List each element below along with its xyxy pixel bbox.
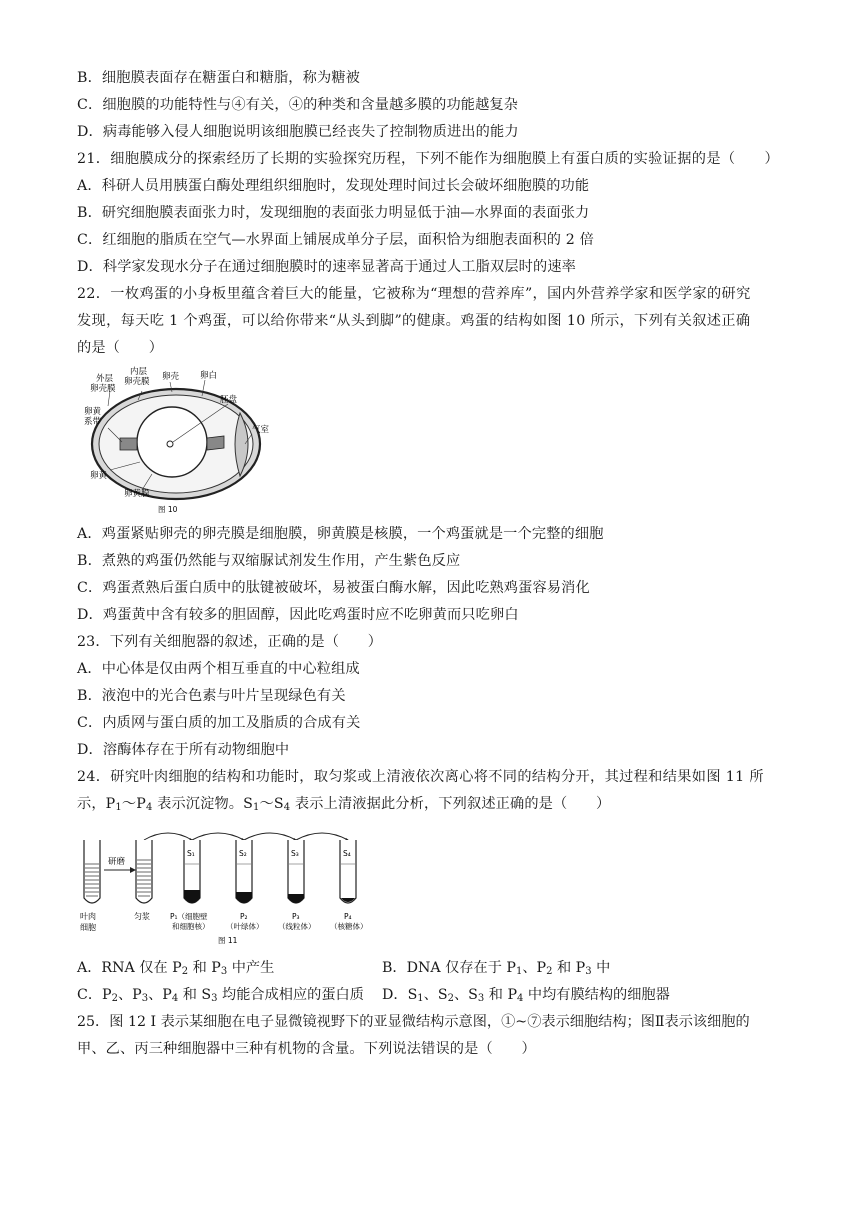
label-inner-membrane-2: 卵壳膜 [124, 377, 150, 387]
q21-option-b: B．研究细胞膜表面张力时，发现细胞的表面张力明显低于油—水界面的表面张力 [77, 205, 590, 221]
subscript: 4 [145, 802, 153, 813]
chalaza-right [207, 436, 224, 450]
label-grind: 研磨 [108, 857, 126, 867]
label-chalaza-2: 系带 [84, 417, 102, 427]
q22-option-b: B．煮熟的鸡蛋仍然能与双缩脲试剂发生作用，产生紫色反应 [77, 553, 461, 569]
subscript: 4 [283, 802, 291, 813]
q23-option-c: C．内质网与蛋白质的加工及脂质的合成有关 [77, 715, 361, 731]
q24-stem-text: 表示上清液据此分析，下列叙述正确的是（ ） [290, 796, 611, 812]
q22-option-d: D．鸡蛋黄中含有较多的胆固醇，因此吃鸡蛋时应不吃卵黄而只吃卵白 [77, 607, 519, 623]
q23-stem: 23．下列有关细胞器的叙述，正确的是（ ） [77, 634, 383, 650]
test-tube-s3 [288, 840, 304, 903]
q21-stem: 21．细胞膜成分的探索经历了长期的实验探究历程，下列不能作为细胞膜上有蛋白质的实验证据的是（ ） [77, 151, 780, 167]
label-yolk-membrane: 卵黄膜 [124, 489, 150, 499]
label-inner-membrane-1: 内层 [130, 367, 148, 377]
q22-option-a: A．鸡蛋紧贴卵壳的卵壳膜是细胞膜，卵黄膜是核膜，一个鸡蛋就是一个完整的细胞 [77, 526, 604, 542]
q23-option-d: D．溶酶体存在于所有动物细胞中 [77, 742, 290, 758]
q24-option-a: A．RNA 仅在 $P_2$ 和 $P_3$ 中产生 [77, 960, 275, 977]
q24-option-c: C．$P_2$、$P_3$、$P_4$ 和 $S_3$ 均能合成相应的蛋白质 [77, 987, 364, 1004]
label-s4: S₄ [343, 849, 351, 858]
q21-option-d: D．科学家发现水分子在通过细胞膜时的速率显著高于通过人工脂双层时的速率 [77, 259, 577, 275]
label-air-cell: 气室 [252, 425, 270, 435]
q22-stem-line2: 发现，每天吃 1 个鸡蛋，可以给你带来“从头到脚”的健康。鸡蛋的结构如图 10 所示，下列有关叙述正确 [77, 313, 751, 329]
label-chalaza-1: 卵黄 [84, 407, 102, 417]
q20-option-b: B．细胞膜表面存在糖蛋白和糖脂，称为糖被 [77, 70, 360, 86]
q21-option-c: C．红细胞的脂质在空气—水界面上铺展成单分子层，面积恰为细胞表面积的 2 倍 [77, 232, 594, 248]
q24-stem-text: 示，P [77, 796, 116, 812]
germinal-disc [167, 441, 173, 447]
test-tube-leaf-cells [84, 840, 100, 903]
q22-stem-line3: 的是（ ） [77, 340, 164, 356]
q20-option-c: C．细胞膜的功能特性与④有关，④的种类和含量越多膜的功能越复杂 [77, 97, 519, 113]
label-homogenate: 匀浆 [134, 912, 150, 921]
figure-10-egg-diagram [80, 366, 280, 514]
q24-stem-line2 [77, 794, 800, 814]
figure-10-caption: 图 10 [158, 505, 178, 514]
chalaza-left [120, 438, 137, 450]
q21-option-a: A．科研人员用胰蛋白酶处理组织细胞时，发现处理时间过长会破坏细胞膜的功能 [77, 178, 590, 194]
subscript: 1 [253, 802, 260, 813]
q22-stem-line1: 22．一枚鸡蛋的小身板里蕴含着巨大的能量，它被称为“理想的营养库”，国内外营养学家和医学家的研究 [77, 286, 751, 302]
label-outer-membrane-1: 外层 [96, 374, 114, 384]
q24-stem-text: ～P [121, 796, 146, 812]
label-p1-line2: 和细胞核） [172, 922, 210, 931]
label-p3-line1: P₃ [292, 912, 300, 921]
test-tube-homogenate [136, 840, 152, 903]
q23-option-b: B．液泡中的光合色素与叶片呈现绿色有关 [77, 688, 346, 704]
label-tube0-line2: 细胞 [80, 923, 96, 932]
transfer-arrow [192, 833, 244, 840]
transfer-arrow [296, 833, 348, 840]
q25-stem-line1: 25．图 12 Ⅰ 表示某细胞在电子显微镜视野下的亚显微结构示意图，①~⑦表示细胞结构；图Ⅱ表示该细胞的 [77, 1014, 750, 1030]
q24-stem-line1: 24．研究叶肉细胞的结构和功能时，取匀浆或上清液依次离心将不同的结构分开，其过程和结果如图 11 所 [77, 769, 764, 785]
q23-option-a: A．中心体是仅由两个相互垂直的中心粒组成 [77, 661, 360, 677]
q24-option-d: D．$S_1$、$S_2$、$S_3$ 和 $P_4$ 中均有膜结构的细胞器 [382, 987, 670, 1004]
label-p2-line2: （叶绿体） [226, 922, 264, 931]
label-p2-line1: P₂ [240, 912, 248, 921]
label-p3-line2: （线粒体） [278, 922, 316, 931]
label-s1: S₁ [187, 849, 195, 858]
figure-11-caption: 图 11 [218, 936, 238, 945]
label-germinal-disc: 胚盘 [220, 395, 238, 405]
label-p1-line1: P₁（细胞壁 [170, 912, 208, 921]
label-outer-membrane-2: 卵壳膜 [90, 384, 116, 394]
test-tube-s2 [236, 840, 252, 903]
q22-option-c: C．鸡蛋煮熟后蛋白质中的肽键被破坏，易被蛋白酶水解，因此吃熟鸡蛋容易消化 [77, 580, 590, 596]
q25-stem-line2: 甲、乙、丙三种细胞器中三种有机物的含量。下列说法错误的是（ ） [77, 1041, 536, 1057]
subscript: 1 [115, 802, 122, 813]
label-p4-line1: P₄ [344, 912, 352, 921]
label-albumen: 卵白 [200, 371, 218, 381]
q20-option-d: D．病毒能够入侵人细胞说明该细胞膜已经丧失了控制物质进出的能力 [77, 124, 519, 140]
label-tube0-line1: 叶肉 [80, 912, 96, 921]
transfer-arrow [144, 833, 192, 840]
label-yolk: 卵黄 [90, 471, 108, 481]
label-s3: S₃ [291, 849, 299, 858]
test-tube-s4 [340, 840, 356, 903]
q24-option-b: B．DNA 仅存在于 $P_1$、$P_2$ 和 $P_3$ 中 [382, 960, 611, 977]
q24-stem-text: 表示沉淀物。S [152, 796, 254, 812]
test-tube-s1 [184, 840, 200, 903]
transfer-arrow [244, 833, 296, 840]
label-p4-line2: （核糖体） [330, 922, 368, 931]
label-shell: 卵壳 [162, 372, 180, 382]
q24-stem-text: ～S [259, 796, 284, 812]
figure-11-centrifugation-diagram [78, 826, 378, 946]
label-s2: S₂ [239, 849, 247, 858]
